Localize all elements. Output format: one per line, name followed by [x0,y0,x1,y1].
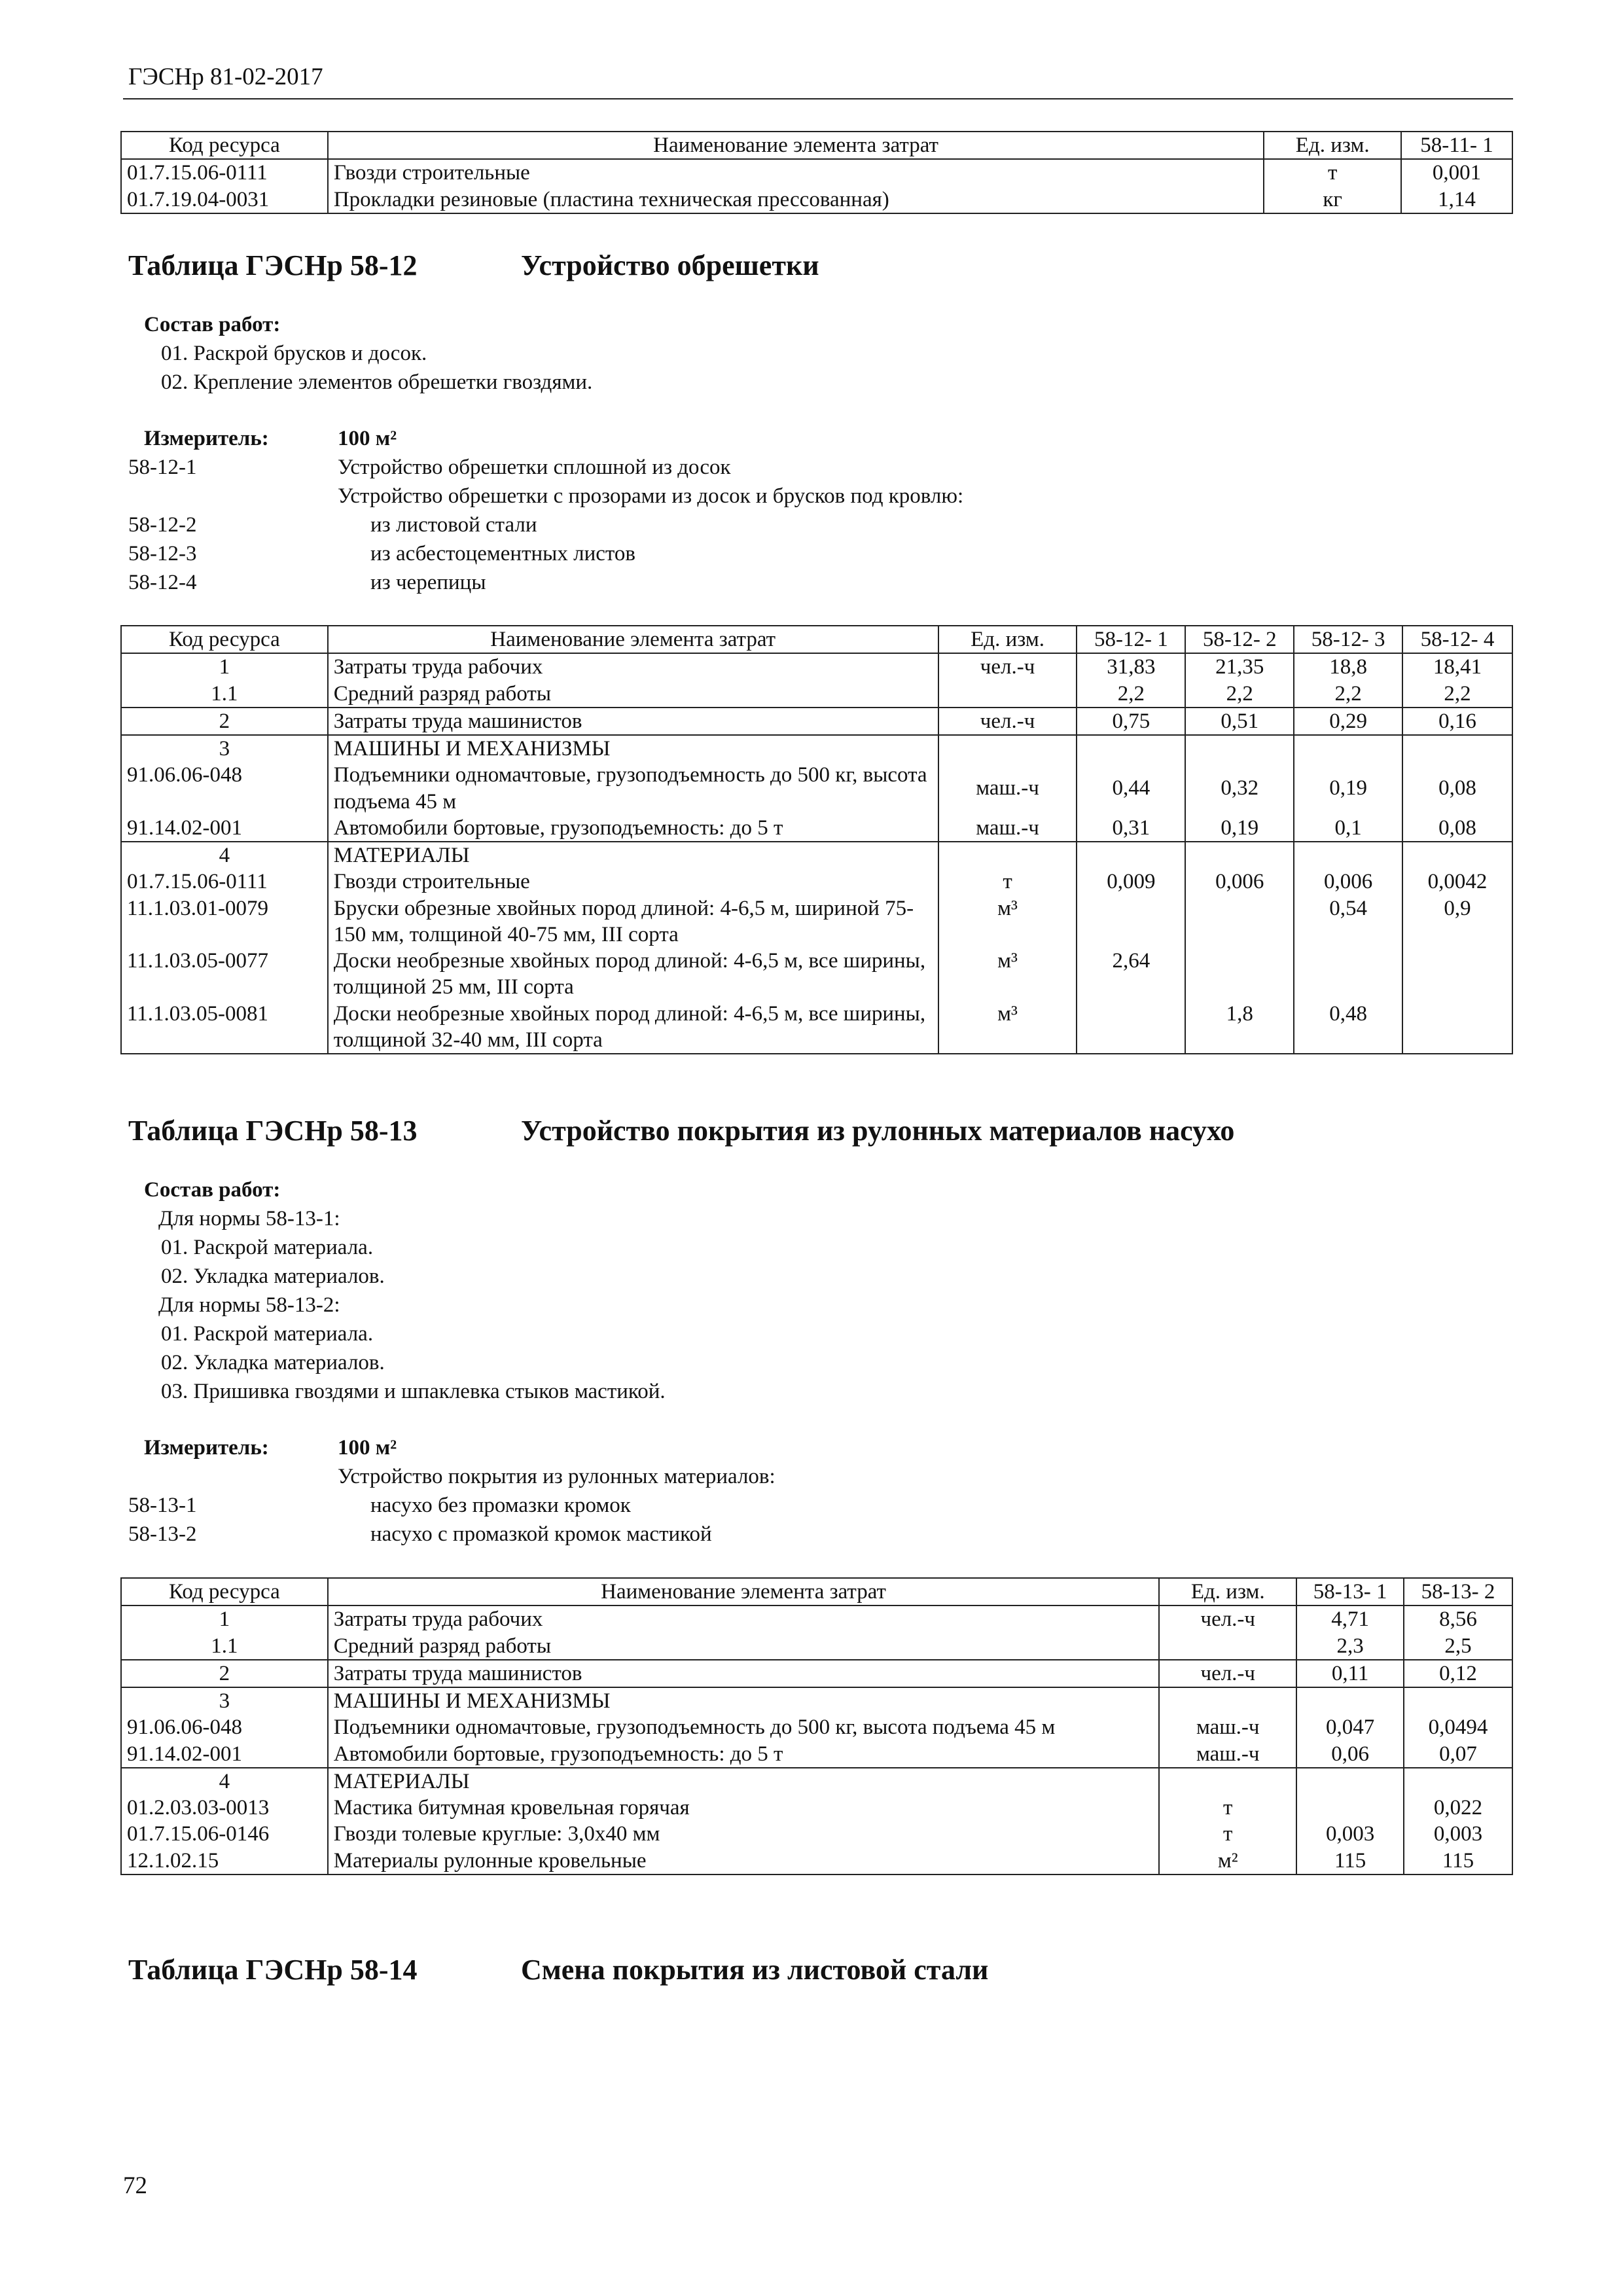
column-header: Наименование элемента затрат [328,1578,1160,1605]
table-row [121,681,1512,708]
table-header-row [121,132,1512,159]
table-row [121,895,1512,948]
resource-code: 01.7.19.04-0031 [121,187,328,213]
unit [1159,1633,1296,1660]
value: 0,07 [1404,1741,1512,1768]
value: 0,006 [1185,869,1294,895]
table-row [121,708,1512,735]
value [1185,735,1294,762]
column-header: 58-12- 4 [1402,626,1512,653]
cost-element-name: Средний разряд работы [328,681,938,708]
cost-element-name: Автомобили бортовые, грузоподъемность: до 5 т [328,815,938,842]
value: 2,2 [1185,681,1294,708]
norm-description: из асбестоцементных листов [370,542,635,565]
column-header: 58-12- 1 [1077,626,1185,653]
column-header: Наименование элемента затрат [328,626,938,653]
column-header: Ед. изм. [1159,1578,1296,1605]
meter-label: Измеритель: [144,1436,269,1460]
table-58-12 [120,625,1513,1054]
norm-code: 58-12-4 [128,571,197,594]
table-title: Смена покрытия из листовой стали [521,1954,989,1986]
table-row [121,842,1512,869]
cost-element-name: Автомобили бортовые, грузоподъемность: до 5 т [328,1741,1160,1768]
unit [938,681,1077,708]
value [1185,842,1294,869]
unit [938,842,1077,869]
header-divider [123,98,1513,99]
table-number-label: Таблица ГЭСНр 58-13 [128,1115,418,1147]
unit: кг [1264,187,1401,213]
resource-code: 2 [121,708,328,735]
value [1185,948,1294,1001]
table-row [121,735,1512,762]
cost-element-name: Гвозди строительные [328,159,1264,186]
work-composition-58-13 [144,1175,666,1406]
value: 1,8 [1185,1001,1294,1054]
value: 0,51 [1185,708,1294,735]
table-title: Устройство обрешетки [521,249,819,281]
meter-value: 100 м² [338,1436,397,1460]
unit: м³ [938,895,1077,948]
value [1296,1687,1404,1714]
value: 18,8 [1294,653,1402,680]
unit: м³ [938,948,1077,1001]
norm-description: насухо с промазкой кромок мастикой [370,1522,712,1546]
unit: маш.-ч [938,762,1077,815]
value: 0,48 [1294,1001,1402,1054]
cost-element-name: Бруски обрезные хвойных пород длиной: 4-6,5 м, шириной 75-150 мм, толщиной 40-75 мм, III сорта [328,895,938,948]
table-title: Устройство покрытия из рулонных материалов насухо [521,1115,1235,1147]
value: 0,003 [1296,1821,1404,1847]
value [1296,1795,1404,1821]
norm-description: насухо без промазки кромок [370,1494,631,1517]
table-58-11-continuation [120,131,1513,214]
section-title-58-12 [128,249,819,282]
column-header: 58-12- 2 [1185,626,1294,653]
work-composition-label: Состав работ: [144,313,281,336]
page-number: 72 [123,2172,147,2199]
unit: чел.-ч [1159,1660,1296,1687]
section-title-58-14 [128,1953,988,1986]
resource-code: 91.06.06-048 [121,762,328,815]
column-header: Код ресурса [121,626,328,653]
cost-element-name: Материалы рулонные кровельные [328,1848,1160,1874]
value [1402,735,1512,762]
resource-code: 91.06.06-048 [121,1714,328,1740]
table-header-row [121,626,1512,653]
value: 18,41 [1402,653,1512,680]
table-row [121,1741,1512,1768]
work-step: 01. Раскрой материала. [161,1236,374,1259]
value: 0,1 [1294,815,1402,842]
resource-code: 11.1.03.01-0079 [121,895,328,948]
value: 31,83 [1077,653,1185,680]
value: 0,19 [1294,762,1402,815]
resource-code: 3 [121,1687,328,1714]
table-number-label: Таблица ГЭСНр 58-14 [128,1954,418,1986]
norm-code: 58-12-3 [128,542,197,565]
value [1296,1768,1404,1795]
document-header: ГЭСНр 81-02-2017 [128,63,323,90]
work-step: 02. Укладка материалов. [161,1351,385,1374]
unit: чел.-ч [938,653,1077,680]
value: 0,06 [1296,1741,1404,1768]
cost-element-name: Доски необрезные хвойных пород длиной: 4-6,5 м, все ширины, толщиной 25 мм, III сорта [328,948,938,1001]
table-number-label: Таблица ГЭСНр 58-12 [128,249,418,281]
section-heading: МАТЕРИАЛЫ [328,842,938,869]
norm-description: Устройство покрытия из рулонных материалов: [338,1465,776,1488]
resource-code: 4 [121,1768,328,1795]
cost-element-name: Гвозди строительные [328,869,938,895]
value [1077,895,1185,948]
value: 2,64 [1077,948,1185,1001]
cost-element-name: Затраты труда рабочих [328,1605,1160,1632]
value [1404,1768,1512,1795]
column-header: 58-11- 1 [1401,132,1512,159]
unit: м³ [938,1001,1077,1054]
work-step: 01. Раскрой материала. [161,1322,374,1346]
value: 0,31 [1077,815,1185,842]
value: 2,2 [1077,681,1185,708]
value: 0,001 [1401,159,1512,186]
cost-element-name: Затраты труда машинистов [328,708,938,735]
value: 0,11 [1296,1660,1404,1687]
table-58-13 [120,1577,1513,1875]
work-step: 03. Пришивка гвоздями и шпаклевка стыков мастикой. [161,1380,666,1403]
value: 0,16 [1402,708,1512,735]
work-step: Для нормы 58-13-2: [158,1293,340,1317]
measures-58-13 [128,1433,776,1549]
value: 0,75 [1077,708,1185,735]
norm-code: 58-12-1 [128,456,197,479]
resource-code: 1.1 [121,1633,328,1660]
resource-code: 01.7.15.06-0111 [121,159,328,186]
norm-description: Устройство обрешетки с прозорами из досок и брусков под кровлю: [338,484,964,508]
resource-code: 91.14.02-001 [121,815,328,842]
table-row [121,948,1512,1001]
value: 0,047 [1296,1714,1404,1740]
cost-element-name: Подъемники одномачтовые, грузоподъемность до 500 кг, высота подъема 45 м [328,762,938,815]
value: 2,5 [1404,1633,1512,1660]
meter-value: 100 м² [338,427,397,450]
resource-code: 91.14.02-001 [121,1741,328,1768]
norm-description: из черепицы [370,571,486,594]
table-row [121,1605,1512,1632]
meter-label: Измеритель: [144,427,269,450]
section-heading: МАШИНЫ И МЕХАНИЗМЫ [328,1687,1160,1714]
value: 2,3 [1296,1633,1404,1660]
column-header: Код ресурса [121,132,328,159]
column-header: 58-13- 1 [1296,1578,1404,1605]
resource-code: 12.1.02.15 [121,1848,328,1874]
unit: т [938,869,1077,895]
norm-code: 58-12-2 [128,513,197,537]
value [1077,1001,1185,1054]
resource-code: 11.1.03.05-0081 [121,1001,328,1054]
table-row [121,815,1512,842]
value: 0,08 [1402,815,1512,842]
table-row [121,869,1512,895]
value [1404,1687,1512,1714]
column-header: Наименование элемента затрат [328,132,1264,159]
value: 0,54 [1294,895,1402,948]
resource-code: 4 [121,842,328,869]
value: 0,009 [1077,869,1185,895]
value: 0,19 [1185,815,1294,842]
work-step: 01. Раскрой брусков и досок. [161,342,427,365]
column-header: Ед. изм. [938,626,1077,653]
resource-code: 1 [121,653,328,680]
value: 2,2 [1294,681,1402,708]
section-title-58-13 [128,1114,1234,1147]
value [1185,895,1294,948]
resource-code: 11.1.03.05-0077 [121,948,328,1001]
cost-element-name: Затраты труда машинистов [328,1660,1160,1687]
cost-element-name: Подъемники одномачтовые, грузоподъемность до 500 кг, высота подъема 45 м [328,1714,1160,1740]
value: 1,14 [1401,187,1512,213]
table-row [121,1848,1512,1874]
section-heading: МАШИНЫ И МЕХАНИЗМЫ [328,735,938,762]
cost-element-name: Доски необрезные хвойных пород длиной: 4-6,5 м, все ширины, толщиной 32-40 мм, III сорта [328,1001,938,1054]
column-header: 58-13- 2 [1404,1578,1512,1605]
table-row [121,159,1512,186]
unit: т [1159,1821,1296,1847]
value: 0,32 [1185,762,1294,815]
cost-element-name: Затраты труда рабочих [328,653,938,680]
table-row [121,1660,1512,1687]
table-row [121,1714,1512,1740]
table-row [121,1633,1512,1660]
cost-element-name: Мастика битумная кровельная горячая [328,1795,1160,1821]
value [1077,735,1185,762]
value: 0,12 [1404,1660,1512,1687]
value [1294,842,1402,869]
value: 8,56 [1404,1605,1512,1632]
work-step: 02. Крепление элементов обрешетки гвоздями. [161,370,593,394]
unit: т [1159,1795,1296,1821]
value: 0,08 [1402,762,1512,815]
measures-58-12 [128,424,963,597]
value: 0,44 [1077,762,1185,815]
cost-element-name: Средний разряд работы [328,1633,1160,1660]
column-header: Ед. изм. [1264,132,1401,159]
value: 115 [1404,1848,1512,1874]
unit [938,735,1077,762]
resource-code: 1 [121,1605,328,1632]
resource-code: 01.2.03.03-0013 [121,1795,328,1821]
work-step: Для нормы 58-13-1: [158,1207,340,1230]
unit: чел.-ч [1159,1605,1296,1632]
value [1294,735,1402,762]
resource-code: 3 [121,735,328,762]
unit: маш.-ч [1159,1714,1296,1740]
column-header: 58-12- 3 [1294,626,1402,653]
value: 4,71 [1296,1605,1404,1632]
value [1402,842,1512,869]
norm-description: из листовой стали [370,513,537,537]
norm-code: 58-13-1 [128,1494,197,1517]
column-header: Код ресурса [121,1578,328,1605]
table-row [121,1821,1512,1847]
value: 115 [1296,1848,1404,1874]
value: 0,003 [1404,1821,1512,1847]
resource-code: 2 [121,1660,328,1687]
value [1077,842,1185,869]
table-header-row [121,1578,1512,1605]
work-composition-label: Состав работ: [144,1178,281,1202]
value [1294,948,1402,1001]
resource-code: 01.7.15.06-0111 [121,869,328,895]
table-row [121,187,1512,213]
unit: т [1264,159,1401,186]
value [1402,1001,1512,1054]
resource-code: 1.1 [121,681,328,708]
value: 0,0042 [1402,869,1512,895]
value: 0,022 [1404,1795,1512,1821]
table-row [121,1687,1512,1714]
norm-description: Устройство обрешетки сплошной из досок [338,456,731,479]
table-row [121,653,1512,680]
value: 0,9 [1402,895,1512,948]
value: 21,35 [1185,653,1294,680]
value: 0,29 [1294,708,1402,735]
table-row [121,762,1512,815]
resource-code: 01.7.15.06-0146 [121,1821,328,1847]
table-row [121,1768,1512,1795]
value: 0,006 [1294,869,1402,895]
unit [1159,1768,1296,1795]
norm-code: 58-13-2 [128,1522,197,1546]
work-composition-58-12 [144,310,592,397]
value: 0,0494 [1404,1714,1512,1740]
value [1402,948,1512,1001]
section-heading: МАТЕРИАЛЫ [328,1768,1160,1795]
unit [1159,1687,1296,1714]
table-row [121,1795,1512,1821]
value: 2,2 [1402,681,1512,708]
table-row [121,1001,1512,1054]
cost-element-name: Прокладки резиновые (пластина техническая прессованная) [328,187,1264,213]
unit: маш.-ч [1159,1741,1296,1768]
unit: м² [1159,1848,1296,1874]
work-step: 02. Укладка материалов. [161,1265,385,1288]
unit: маш.-ч [938,815,1077,842]
unit: чел.-ч [938,708,1077,735]
cost-element-name: Гвозди толевые круглые: 3,0х40 мм [328,1821,1160,1847]
